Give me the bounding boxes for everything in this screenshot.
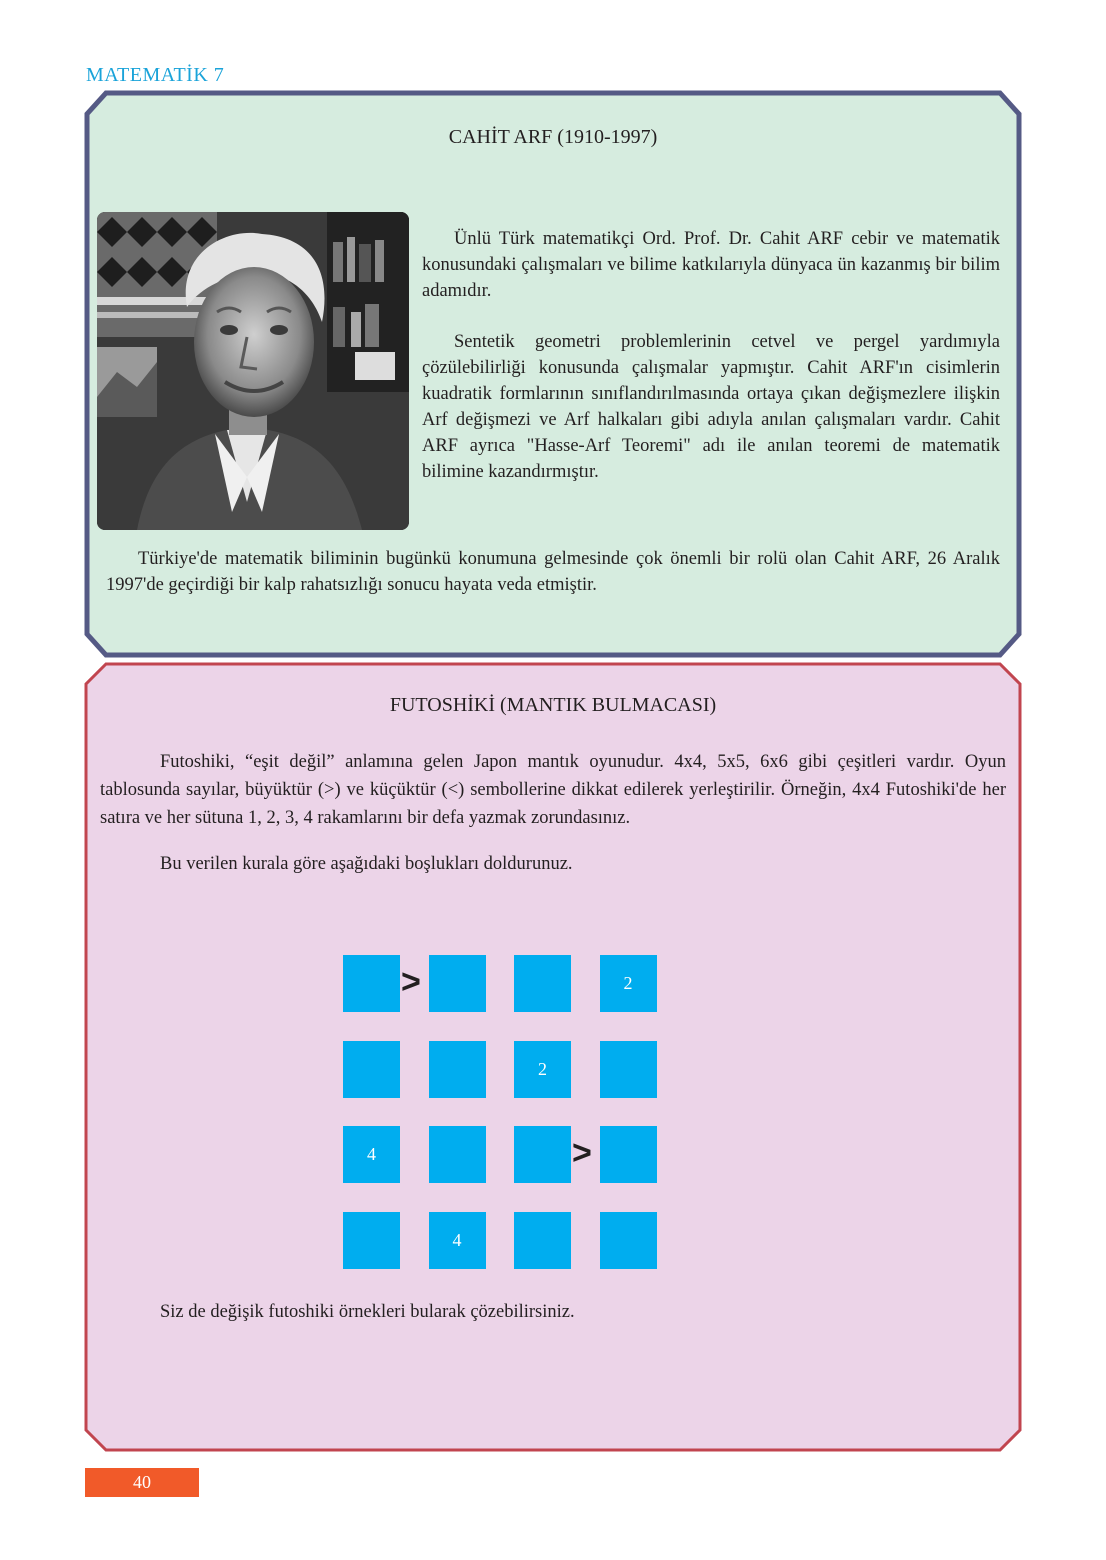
futoshiki-cell-r2-c2[interactable] xyxy=(429,1041,486,1098)
futoshiki-description xyxy=(100,748,1006,832)
inequality-symbol-2: > xyxy=(572,1134,592,1172)
futoshiki-cell-r4-c2[interactable]: 4 xyxy=(429,1212,486,1269)
futoshiki-cell-r2-c1[interactable] xyxy=(343,1041,400,1098)
arf-title: CAHİT ARF (1910-1997) xyxy=(448,126,658,148)
futoshiki-box xyxy=(84,662,1022,1452)
arf-closing xyxy=(106,546,1000,598)
futoshiki-instruction: Bu verilen kurala göre aşağıdaki boşlukları doldurunuz. xyxy=(160,854,573,874)
futoshiki-cell-r1-c1[interactable] xyxy=(343,955,400,1012)
page-number: 40 xyxy=(85,1468,199,1497)
arf-paragraph-2: Sentetik geometri problemlerinin cetvel ve pergel yardımıyla çözülebilirliği konusunda çalışmalar yapmıştır. Cahit ARF'ın cisimlerin kuadratik formlarının sınıflandırılmasında ortaya çıkan değişmezlere ilişkin Arf değişmezi ve Arf halkaları gibi adıyla anılan çalışmaları vardır. Cahit ARF ayrıca "Hasse-Arf Teoremi" adı ile anılan teoremi de matematik bilimine kazandırmıştır. xyxy=(422,332,1000,482)
futoshiki-cell-r3-c4[interactable] xyxy=(600,1126,657,1183)
inequality-symbol-1: > xyxy=(401,963,421,1001)
futoshiki-cell-r2-c3[interactable]: 2 xyxy=(514,1041,571,1098)
futoshiki-cell-r1-c2[interactable] xyxy=(429,955,486,1012)
futoshiki-cell-r1-c4[interactable]: 2 xyxy=(600,955,657,1012)
futoshiki-cell-r4-c1[interactable] xyxy=(343,1212,400,1269)
futoshiki-closing: Siz de değişik futoshiki örnekleri bularak çözebilirsiniz. xyxy=(160,1302,575,1322)
arf-biography xyxy=(422,226,1000,510)
futoshiki-cell-r3-c3[interactable] xyxy=(514,1126,571,1183)
futoshiki-cell-r4-c3[interactable] xyxy=(514,1212,571,1269)
book-title: MATEMATİK 7 xyxy=(86,64,225,86)
futoshiki-cell-r4-c4[interactable] xyxy=(600,1212,657,1269)
futoshiki-cell-r1-c3[interactable] xyxy=(514,955,571,1012)
futoshiki-cell-r3-c2[interactable] xyxy=(429,1126,486,1183)
futoshiki-title: FUTOSHİKİ (MANTIK BULMACASI) xyxy=(389,694,717,716)
futoshiki-cell-r3-c1[interactable]: 4 xyxy=(343,1126,400,1183)
futoshiki-paragraph-1: Futoshiki, “eşit değil” anlamına gelen Japon mantık oyunudur. 4x4, 5x5, 6x6 gibi çeşitleri vardır. Oyun tablosunda sayılar, büyüktür (>) ve küçüktür (<) sembollerine dikkat edilerek yerleştirilir. Örneğin, 4x4 Futoshiki'de her satıra ve her sütuna 1, 2, 3, 4 rakamlarını bir defa yazmak zorundasınız. xyxy=(100,752,1006,828)
arf-paragraph-3: Türkiye'de matematik biliminin bugünkü konumuna gelmesinde çok önemli bir rolü olan Cahit ARF, 26 Aralık 1997'de geçirdiği bir kalp rahatsızlığı sonucu hayata veda etmiştir. xyxy=(106,549,1000,595)
arf-paragraph-1: Ünlü Türk matematikçi Ord. Prof. Dr. Cahit ARF cebir ve matematik konusundaki çalışmaları ve bilime katkılarıyla dünyaca ün kazanmış bir bilim adamıdır. xyxy=(422,229,1000,301)
futoshiki-cell-r2-c4[interactable] xyxy=(600,1041,657,1098)
cahit-arf-box xyxy=(84,90,1022,658)
cahit-arf-photo xyxy=(97,212,409,530)
